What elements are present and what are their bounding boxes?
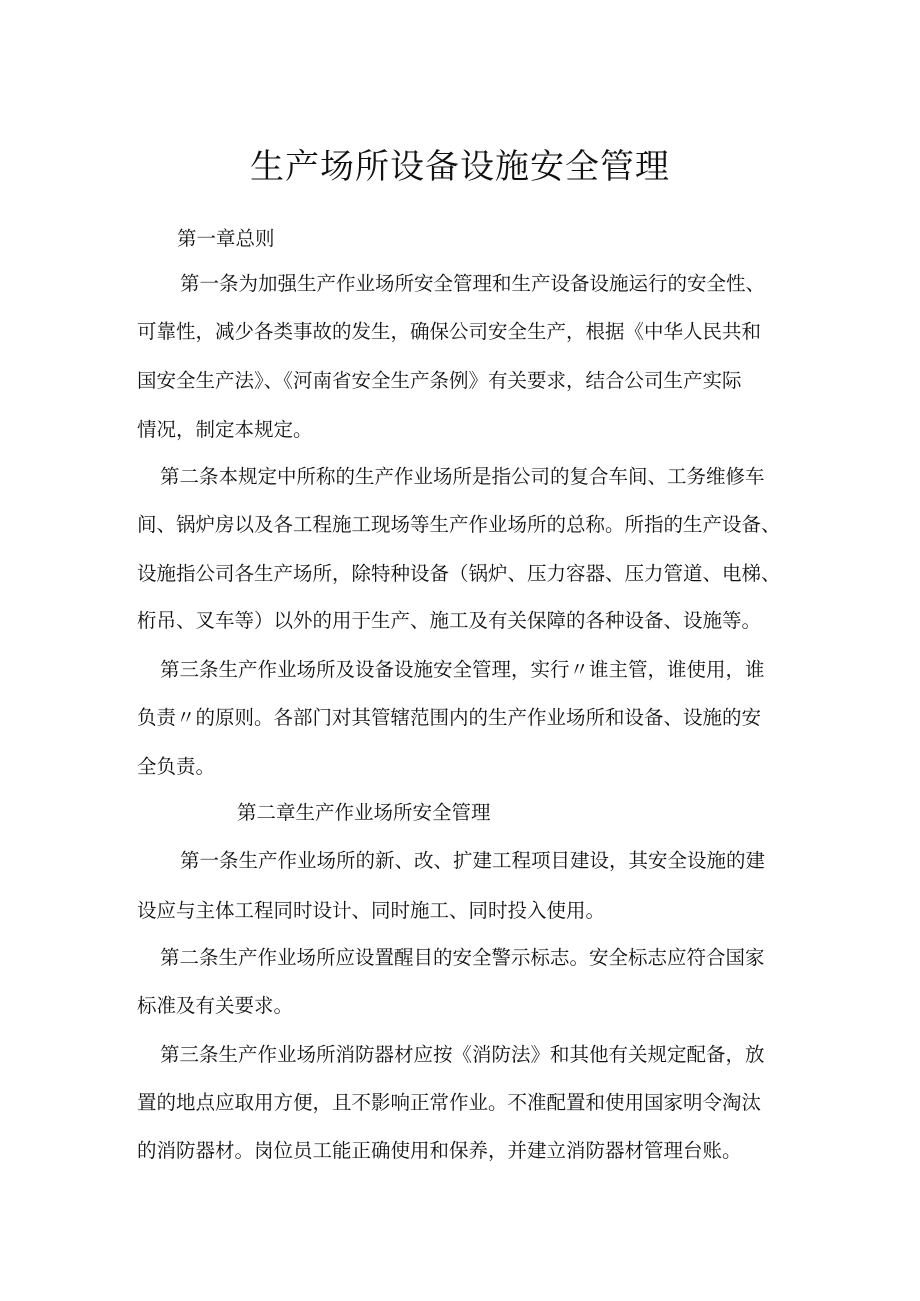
chapter-1-heading: 第一章总则	[177, 227, 275, 250]
text-line: 置的地点应取用方便，且不影响正常作业。不准配置和使用国家明令淘汰	[137, 1091, 762, 1114]
text-line: 第三条生产作业场所及设备设施安全管理，实行〃谁主管，谁使用，谁	[160, 658, 765, 681]
chapter-2-heading: 第二章生产作业场所安全管理	[237, 801, 491, 824]
text-line: 可靠性，减少各类事故的发生，确保公司安全生产，根据《中华人民共和	[137, 320, 762, 343]
document-title: 生产场所设备设施安全管理	[250, 147, 670, 187]
text-line: 国安全生产法》、《河南省安全生产条例》有关要求，结合公司生产实际	[137, 369, 742, 392]
text-line: 第二条生产作业场所应设置醒目的安全警示标志。安全标志应符合国家	[160, 946, 765, 969]
text-line: 负责〃的原则。各部门对其管辖范围内的生产作业场所和设备、设施的安	[137, 706, 762, 729]
text-line: 全负责。	[137, 755, 216, 778]
text-line: 的消防器材。岗位员工能正确使用和保养，并建立消防器材管理台账。	[137, 1139, 742, 1162]
text-line: 第一条生产作业场所的新、改、扩建工程项目建设，其安全设施的建	[180, 849, 766, 872]
text-line: 设施指公司各生产场所，除特种设备（锅炉、压力容器、压力管道、电梯、	[137, 562, 781, 585]
text-line: 间、锅炉房以及各工程施工现场等生产作业场所的总称。所指的生产设备、	[137, 513, 781, 536]
text-line: 第一条为加强生产作业场所安全管理和生产设备设施运行的安全性、	[180, 272, 766, 295]
text-line: 情况，制定本规定。	[137, 418, 313, 441]
text-line: 第二条本规定中所称的生产作业场所是指公司的复合车间、工务维修车	[160, 465, 765, 488]
text-line: 第三条生产作业场所消防器材应按《消防法》和其他有关规定配备，放	[160, 1043, 765, 1066]
text-line: 标准及有关要求。	[137, 994, 294, 1017]
text-line: 桁吊、叉车等）以外的用于生产、施工及有关保障的各种设备、设施等。	[137, 609, 762, 632]
text-line: 设应与主体工程同时设计、同时施工、同时投入使用。	[137, 899, 606, 922]
